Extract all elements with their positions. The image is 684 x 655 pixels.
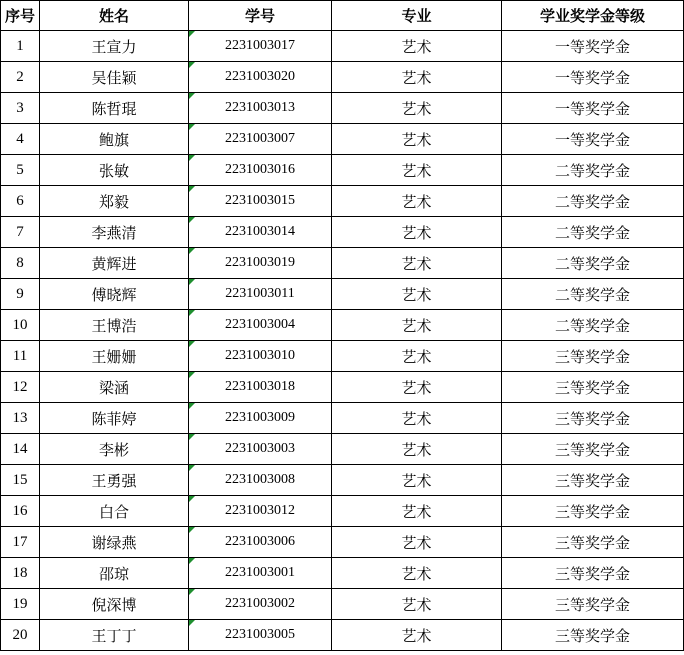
cell-index: 6 <box>1 186 40 217</box>
cell-major: 艺术 <box>332 558 502 589</box>
table-row <box>1 248 684 279</box>
table-row <box>1 124 684 155</box>
cell-index: 17 <box>1 527 40 558</box>
cell-student-id: 2231003008 <box>189 465 332 496</box>
cell-major: 艺术 <box>332 589 502 620</box>
cell-index: 2 <box>1 62 40 93</box>
cell-major: 艺术 <box>332 527 502 558</box>
table-row <box>1 279 684 310</box>
cell-student-id: 2231003006 <box>189 527 332 558</box>
cell-scholarship-level: 二等奖学金 <box>502 217 684 248</box>
cell-student-id: 2231003020 <box>189 62 332 93</box>
cell-major: 艺术 <box>332 310 502 341</box>
table-row <box>1 558 684 589</box>
cell-index: 18 <box>1 558 40 589</box>
cell-student-id: 2231003003 <box>189 434 332 465</box>
cell-index: 14 <box>1 434 40 465</box>
cell-student-id: 2231003018 <box>189 372 332 403</box>
cell-student-id: 2231003019 <box>189 248 332 279</box>
cell-scholarship-level: 二等奖学金 <box>502 248 684 279</box>
cell-scholarship-level: 三等奖学金 <box>502 589 684 620</box>
cell-student-id: 2231003001 <box>189 558 332 589</box>
cell-major: 艺术 <box>332 372 502 403</box>
cell-name: 李燕清 <box>40 217 189 248</box>
cell-name: 梁涵 <box>40 372 189 403</box>
cell-name: 鲍旗 <box>40 124 189 155</box>
cell-index: 13 <box>1 403 40 434</box>
cell-name: 吴佳颖 <box>40 62 189 93</box>
cell-name: 郑毅 <box>40 186 189 217</box>
cell-name: 谢绿燕 <box>40 527 189 558</box>
cell-student-id: 2231003010 <box>189 341 332 372</box>
cell-name: 王博浩 <box>40 310 189 341</box>
cell-major: 艺术 <box>332 465 502 496</box>
cell-index: 15 <box>1 465 40 496</box>
cell-scholarship-level: 二等奖学金 <box>502 310 684 341</box>
cell-student-id: 2231003016 <box>189 155 332 186</box>
cell-name: 傅晓辉 <box>40 279 189 310</box>
cell-index: 19 <box>1 589 40 620</box>
table-row <box>1 155 684 186</box>
cell-major: 艺术 <box>332 620 502 651</box>
cell-scholarship-level: 三等奖学金 <box>502 372 684 403</box>
cell-name: 张敏 <box>40 155 189 186</box>
table-row <box>1 186 684 217</box>
cell-scholarship-level: 三等奖学金 <box>502 465 684 496</box>
cell-student-id: 2231003009 <box>189 403 332 434</box>
cell-major: 艺术 <box>332 124 502 155</box>
cell-scholarship-level: 二等奖学金 <box>502 155 684 186</box>
header-scholarship-level: 学业奖学金等级 <box>502 1 684 31</box>
cell-name: 陈菲婷 <box>40 403 189 434</box>
cell-index: 8 <box>1 248 40 279</box>
cell-student-id: 2231003014 <box>189 217 332 248</box>
cell-name: 王丁丁 <box>40 620 189 651</box>
header-major: 专业 <box>332 1 502 31</box>
table-row <box>1 496 684 527</box>
cell-major: 艺术 <box>332 217 502 248</box>
cell-index: 5 <box>1 155 40 186</box>
cell-index: 16 <box>1 496 40 527</box>
cell-scholarship-level: 三等奖学金 <box>502 496 684 527</box>
cell-index: 20 <box>1 620 40 651</box>
cell-major: 艺术 <box>332 434 502 465</box>
cell-student-id: 2231003013 <box>189 93 332 124</box>
cell-name: 王勇强 <box>40 465 189 496</box>
table-row <box>1 341 684 372</box>
cell-scholarship-level: 一等奖学金 <box>502 62 684 93</box>
cell-major: 艺术 <box>332 62 502 93</box>
cell-index: 7 <box>1 217 40 248</box>
cell-index: 1 <box>1 31 40 62</box>
header-student-id: 学号 <box>189 1 332 31</box>
cell-scholarship-level: 二等奖学金 <box>502 279 684 310</box>
table-row <box>1 310 684 341</box>
cell-scholarship-level: 三等奖学金 <box>502 341 684 372</box>
cell-name: 王宣力 <box>40 31 189 62</box>
table-row <box>1 620 684 651</box>
cell-major: 艺术 <box>332 155 502 186</box>
cell-scholarship-level: 一等奖学金 <box>502 31 684 62</box>
cell-major: 艺术 <box>332 31 502 62</box>
table-row <box>1 31 684 62</box>
cell-name: 白合 <box>40 496 189 527</box>
table-row <box>1 434 684 465</box>
cell-index: 10 <box>1 310 40 341</box>
cell-index: 12 <box>1 372 40 403</box>
cell-name: 王姗姗 <box>40 341 189 372</box>
table-row <box>1 589 684 620</box>
cell-name: 李彬 <box>40 434 189 465</box>
cell-scholarship-level: 三等奖学金 <box>502 527 684 558</box>
header-row <box>1 1 684 31</box>
cell-scholarship-level: 一等奖学金 <box>502 124 684 155</box>
cell-name: 陈哲琨 <box>40 93 189 124</box>
cell-scholarship-level: 三等奖学金 <box>502 558 684 589</box>
table-header <box>1 1 684 31</box>
cell-student-id: 2231003015 <box>189 186 332 217</box>
cell-major: 艺术 <box>332 186 502 217</box>
cell-student-id: 2231003007 <box>189 124 332 155</box>
table-body <box>1 31 684 651</box>
cell-name: 邵琼 <box>40 558 189 589</box>
table-row <box>1 403 684 434</box>
table-row <box>1 372 684 403</box>
cell-scholarship-level: 三等奖学金 <box>502 620 684 651</box>
cell-student-id: 2231003004 <box>189 310 332 341</box>
cell-major: 艺术 <box>332 248 502 279</box>
cell-scholarship-level: 三等奖学金 <box>502 403 684 434</box>
cell-index: 3 <box>1 93 40 124</box>
cell-major: 艺术 <box>332 93 502 124</box>
cell-index: 4 <box>1 124 40 155</box>
table-row <box>1 217 684 248</box>
cell-name: 黄辉进 <box>40 248 189 279</box>
cell-scholarship-level: 三等奖学金 <box>502 434 684 465</box>
cell-student-id: 2231003005 <box>189 620 332 651</box>
cell-name: 倪深博 <box>40 589 189 620</box>
cell-major: 艺术 <box>332 279 502 310</box>
header-name: 姓名 <box>40 1 189 31</box>
cell-student-id: 2231003012 <box>189 496 332 527</box>
cell-scholarship-level: 一等奖学金 <box>502 93 684 124</box>
cell-student-id: 2231003011 <box>189 279 332 310</box>
cell-scholarship-level: 二等奖学金 <box>502 186 684 217</box>
cell-major: 艺术 <box>332 403 502 434</box>
table-row <box>1 62 684 93</box>
header-index: 序号 <box>1 1 40 31</box>
cell-major: 艺术 <box>332 496 502 527</box>
cell-student-id: 2231003017 <box>189 31 332 62</box>
cell-index: 11 <box>1 341 40 372</box>
cell-index: 9 <box>1 279 40 310</box>
cell-major: 艺术 <box>332 341 502 372</box>
table-row <box>1 93 684 124</box>
table-row <box>1 527 684 558</box>
cell-student-id: 2231003002 <box>189 589 332 620</box>
table-row <box>1 465 684 496</box>
